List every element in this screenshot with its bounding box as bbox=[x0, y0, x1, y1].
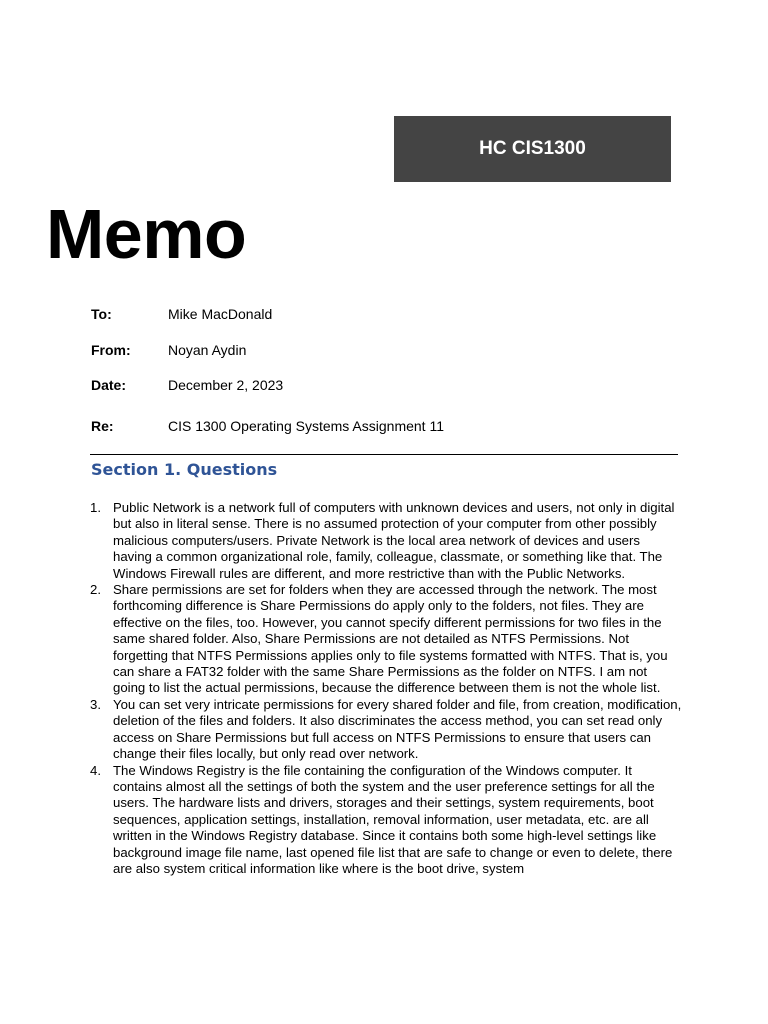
to-value: Mike MacDonald bbox=[168, 306, 273, 322]
list-item bbox=[90, 582, 682, 697]
answer-list bbox=[90, 500, 682, 877]
header-from bbox=[91, 341, 246, 359]
to-label: To: bbox=[91, 306, 112, 322]
item-number: 2. bbox=[90, 582, 101, 598]
course-code: HC CIS1300 bbox=[479, 138, 586, 159]
from-value: Noyan Aydin bbox=[168, 342, 247, 358]
list-item bbox=[90, 763, 682, 878]
item-text: You can set very intricate permissions for every shared folder and file, from creation, modification, deletion of the files and folders. It also discriminates the access method, you can set read only access on Share Permissions but full access on NTFS Permissions to ensure that users can change their files locally, but only read over network. bbox=[113, 696, 682, 762]
item-text: Public Network is a network full of computers with unknown devices and users, not only in digital but also in literal sense. There is no assumed protection of your computer from other possibly malicious computers/users. Private Network is the local area network of devices and users having a common organizational role, family, colleague, classmate, or something like that. The Windows Firewall rules are different, and more restrictive than with the Public Networks. bbox=[113, 500, 675, 581]
section-heading: Section 1. Questions bbox=[91, 460, 278, 479]
item-number: 3. bbox=[90, 696, 101, 712]
re-value: CIS 1300 Operating Systems Assignment 11 bbox=[168, 418, 444, 434]
list-item bbox=[90, 500, 682, 582]
date-label: Date: bbox=[91, 377, 127, 393]
item-text: The Windows Registry is the file containing the configuration of the Windows computer. It contains almost all the settings of both the system and the user preference settings for all the users. The hardware lists and drivers, storages and their settings, system requirements, boot sequences, application settings, installation, removal information, user metadata, etc. are all written in the Windows Registry database. Since it contains both some high-level settings like background image file name, last opened file list that are safe to change or even to delete, there are also system critical information like where is the boot drive, system bbox=[113, 762, 673, 876]
list-item bbox=[90, 697, 682, 763]
header-divider bbox=[90, 454, 678, 455]
re-label: Re: bbox=[91, 418, 114, 434]
date-value: December 2, 2023 bbox=[168, 377, 284, 393]
item-text: Share permissions are set for folders when they are accessed through the network. The most forthcoming difference is Share Permissions do apply only to the folders, not files. They are effective on the files, too. However, you cannot specify different permissions for two files in the same shared folder. Also, Share Permissions are not detailed as NTFS Permissions. Not forgetting that NTFS Permissions applies only to file systems formatted with NTFS. That is, you can share a FAT32 folder with the same Share Permissions as the folder on NTFS. I am not going to list the actual permissions, because the difference between them is not the whole list. bbox=[113, 582, 668, 696]
memo-title: Memo bbox=[46, 195, 247, 273]
header-re bbox=[91, 417, 444, 435]
header-date bbox=[91, 376, 283, 394]
from-label: From: bbox=[91, 342, 131, 358]
item-number: 4. bbox=[90, 762, 101, 778]
course-banner bbox=[394, 116, 671, 182]
item-number: 1. bbox=[90, 500, 101, 515]
header-to bbox=[91, 305, 272, 323]
